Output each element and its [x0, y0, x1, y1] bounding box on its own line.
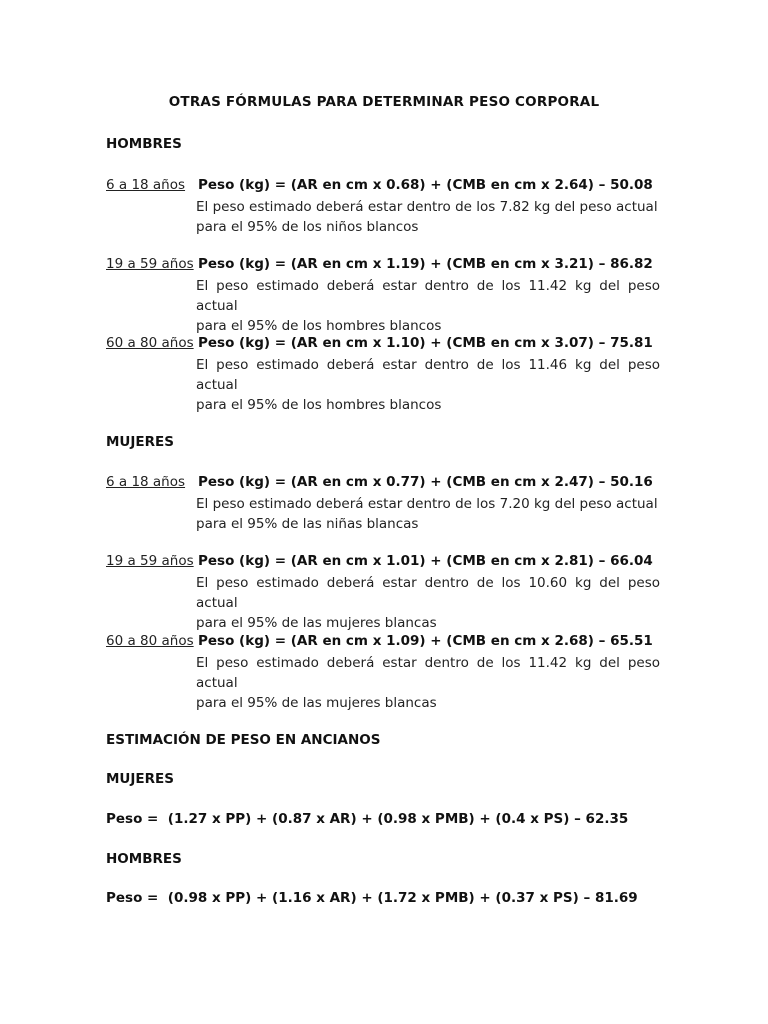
estimate-note: [196, 573, 660, 633]
estimate-note: [196, 494, 660, 534]
elderly-men-formula: Peso = (0.98 x PP) + (1.16 x AR) + (1.72 x PMB) + (0.37 x PS) – 81.69: [106, 890, 638, 906]
age-range: 19 a 59 años: [106, 553, 194, 569]
estimate-note: [196, 276, 660, 336]
weight-formula: Peso (kg) = (AR en cm x 1.10) + (CMB en cm x 3.07) – 75.81: [198, 335, 653, 351]
elderly-heading: ESTIMACIÓN DE PESO EN ANCIANOS: [106, 732, 381, 748]
age-range: 60 a 80 años: [106, 633, 194, 649]
note-line: para el 95% de los hombres blancos: [196, 397, 442, 413]
note-line: El peso estimado deberá estar dentro de los 11.46 kg del peso actual: [196, 357, 660, 393]
elderly-women-heading: MUJERES: [106, 771, 174, 787]
note-line: para el 95% de los niños blancos: [196, 219, 419, 235]
estimate-note: [196, 197, 660, 237]
elderly-women-formula: Peso = (1.27 x PP) + (0.87 x AR) + (0.98 x PMB) + (0.4 x PS) – 62.35: [106, 811, 629, 827]
age-range: 19 a 59 años: [106, 256, 194, 272]
weight-formula: Peso (kg) = (AR en cm x 0.68) + (CMB en cm x 2.64) – 50.08: [198, 177, 653, 193]
note-line: para el 95% de los hombres blancos: [196, 318, 442, 334]
age-range: 6 a 18 años: [106, 474, 186, 490]
note-line: para el 95% de las niñas blancas: [196, 516, 419, 532]
note-line: El peso estimado deberá estar dentro de los 7.82 kg del peso actual: [196, 199, 658, 215]
men-heading: HOMBRES: [106, 136, 182, 152]
estimate-note: [196, 653, 660, 713]
note-line: El peso estimado deberá estar dentro de los 11.42 kg del peso actual: [196, 655, 660, 691]
note-line: El peso estimado deberá estar dentro de los 7.20 kg del peso actual: [196, 496, 658, 512]
elderly-men-heading: HOMBRES: [106, 851, 182, 867]
women-heading: MUJERES: [106, 434, 174, 450]
note-line: El peso estimado deberá estar dentro de los 10.60 kg del peso actual: [196, 575, 660, 611]
age-range: 60 a 80 años: [106, 335, 194, 351]
age-range: 6 a 18 años: [106, 177, 186, 193]
weight-formula: Peso (kg) = (AR en cm x 1.19) + (CMB en cm x 3.21) – 86.82: [198, 256, 653, 272]
weight-formula: Peso (kg) = (AR en cm x 0.77) + (CMB en cm x 2.47) – 50.16: [198, 474, 653, 490]
note-line: para el 95% de las mujeres blancas: [196, 695, 437, 711]
page-title: OTRAS FÓRMULAS PARA DETERMINAR PESO CORPORAL: [168, 94, 600, 110]
estimate-note: [196, 355, 660, 415]
weight-formula: Peso (kg) = (AR en cm x 1.09) + (CMB en cm x 2.68) – 65.51: [198, 633, 653, 649]
weight-formula: Peso (kg) = (AR en cm x 1.01) + (CMB en cm x 2.81) – 66.04: [198, 553, 653, 569]
note-line: para el 95% de las mujeres blancas: [196, 615, 437, 631]
note-line: El peso estimado deberá estar dentro de los 11.42 kg del peso actual: [196, 278, 660, 314]
